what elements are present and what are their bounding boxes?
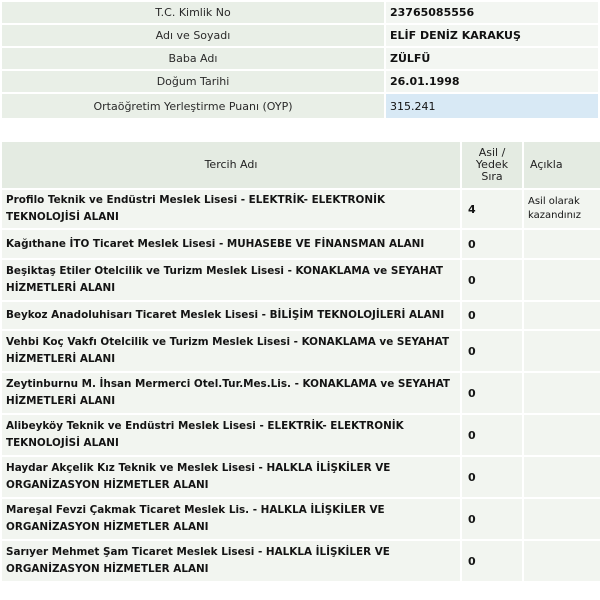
preference-name: Kağıthane İTO Ticaret Meslek Lisesi - MUHASEBE VE FİNANSMAN ALANI [2,230,460,258]
info-row-name [2,25,598,46]
aciklama-line2: kazandınız [528,210,581,221]
preference-sira: 0 [462,260,522,300]
oyp-value: 315.241 [386,94,598,118]
preference-sira: 0 [462,230,522,258]
table-row [2,373,600,413]
header-sira-line3: Sıra [481,170,503,183]
table-row [2,457,600,497]
preference-aciklama [524,260,600,300]
preference-name: Sarıyer Mehmet Şam Ticaret Meslek Lisesi - HALKLA İLİŞKİLER VE ORGANİZASYON HİZMETLER ALANI [2,541,460,581]
info-row-father [2,48,598,69]
header-sira-line1: Asil / [478,146,506,159]
name-value: ELİF DENİZ KARAKUŞ [386,25,598,46]
preference-name: Beykoz Anadoluhisarı Ticaret Meslek Lisesi - BİLİŞİM TEKNOLOJİLERİ ALANI [2,302,460,329]
student-info-table [0,0,600,120]
preference-sira: 0 [462,302,522,329]
father-name-value: ZÜLFÜ [386,48,598,69]
preference-sira: 0 [462,415,522,455]
preference-aciklama [524,499,600,539]
preference-name: Vehbi Koç Vakfı Otelcilik ve Turizm Meslek Lisesi - KONAKLAMA ve SEYAHAT HİZMETLERİ ALANI [2,331,460,371]
father-name-label: Baba Adı [2,48,384,69]
preference-name: Haydar Akçelik Kız Teknik ve Meslek Lisesi - HALKLA İLİŞKİLER VE ORGANİZASYON HİZMETLER ALANI [2,457,460,497]
preference-sira: 0 [462,541,522,581]
preference-aciklama [524,373,600,413]
table-row [2,190,600,228]
preference-sira: 0 [462,373,522,413]
table-row [2,260,600,300]
header-aciklama: Açıkla [524,142,600,188]
table-row [2,415,600,455]
preference-name: Profilo Teknik ve Endüstri Meslek Lisesi - ELEKTRİK- ELEKTRONİK TEKNOLOJİSİ ALANI [2,190,460,228]
tc-value: 23765085556 [386,2,598,23]
birthdate-value: 26.01.1998 [386,71,598,92]
preference-name: Mareşal Fevzi Çakmak Ticaret Meslek Lis. - HALKLA İLİŞKİLER VE ORGANİZASYON HİZMETLER ALANI [2,499,460,539]
info-row-oyp [2,94,598,118]
preference-aciklama [524,302,600,329]
preference-name: Beşiktaş Etiler Otelcilik ve Turizm Meslek Lisesi - KONAKLAMA ve SEYAHAT HİZMETLERİ ALANI [2,260,460,300]
preference-aciklama [524,190,600,228]
info-row-tc [2,2,598,23]
name-label: Adı ve Soyadı [2,25,384,46]
preference-aciklama [524,457,600,497]
preference-sira: 0 [462,457,522,497]
aciklama-line1: Asil olarak [528,196,580,207]
preference-sira: 0 [462,499,522,539]
preferences-table [0,140,600,583]
preference-sira: 0 [462,331,522,371]
header-preference-name: Tercih Adı [2,142,460,188]
oyp-label: Ortaöğretim Yerleştirme Puanı (OYP) [2,94,384,118]
table-row [2,302,600,329]
table-row [2,541,600,581]
birthdate-label: Doğum Tarihi [2,71,384,92]
tc-label: T.C. Kimlik No [2,2,384,23]
header-sira [462,142,522,188]
info-row-birthdate [2,71,598,92]
table-row [2,331,600,371]
preference-aciklama [524,230,600,258]
preference-name: Alibeyköy Teknik ve Endüstri Meslek Lisesi - ELEKTRİK- ELEKTRONİK TEKNOLOJİSİ ALANI [2,415,460,455]
preference-aciklama [524,541,600,581]
table-row [2,499,600,539]
header-sira-line2: Yedek [475,158,509,171]
preference-aciklama [524,331,600,371]
table-row [2,230,600,258]
preferences-header-row [2,142,600,188]
preference-sira: 4 [462,190,522,228]
preference-aciklama [524,415,600,455]
preference-name: Zeytinburnu M. İhsan Mermerci Otel.Tur.Mes.Lis. - KONAKLAMA ve SEYAHAT HİZMETLERİ ALANI [2,373,460,413]
